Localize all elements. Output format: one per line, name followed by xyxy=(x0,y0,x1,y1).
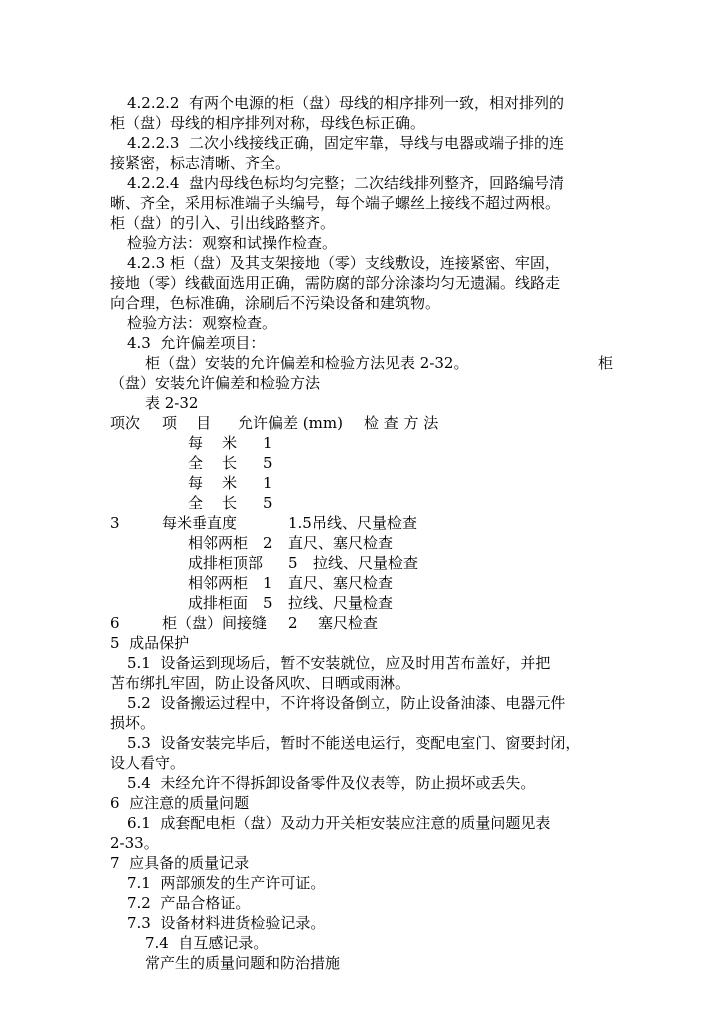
paragraph-5-1-line-2: 苫布绑扎牢固，防止设备风吹、日晒或雨淋。 xyxy=(110,674,411,692)
paragraph-4-2-2-3-line-2: 接紧密，标志清晰、齐全。 xyxy=(110,154,291,172)
row-tolerance: 1.5 xyxy=(288,514,312,532)
paragraph-5-3-line-2: 设人看守。 xyxy=(110,754,186,772)
row-method: 直尺、塞尺检查 xyxy=(288,574,394,592)
paragraph-4-2-3-line-3: 向合理，色标准确，涂刷后不污染设备和建筑物。 xyxy=(110,294,441,312)
header-method: 检 查 方 法 xyxy=(364,414,439,432)
section-7-heading: 7 应具备的质量记录 xyxy=(110,854,250,872)
inspection-method-1: 检验方法：观察和试操作检查。 xyxy=(127,234,338,252)
paragraph-4-2-2-2-line-1: 4.2.2.2 有两个电源的柜（盘）母线的相序排列一致，相对排列的 xyxy=(127,94,565,112)
paragraph-5-3-line-1: 5.3 设备安装完毕后，暂时不能送电运行，变配电室门、窗要封闭， xyxy=(127,734,581,752)
paragraph-4-2-2-4-line-3: 柜（盘）的引入、引出线路整齐。 xyxy=(110,214,336,232)
item-7-4: 7.4 自互感记录。 xyxy=(145,934,269,952)
paragraph-5-2-line-2: 损坏。 xyxy=(110,714,156,732)
paragraph-4-2-2-3-line-1: 4.2.2.3 二次小线接线正确，固定牢靠，导线与电器或端子排的连 xyxy=(127,134,565,152)
section-6-heading: 6 应注意的质量问题 xyxy=(110,794,250,812)
paragraph-4-2-2-4-line-2: 晰、齐全，采用标准端子头编号，每个端子螺丝上接线不超过两根。 xyxy=(110,194,561,212)
row-item: 相邻两柜 xyxy=(188,574,249,592)
row-item: 全 长 xyxy=(188,494,238,512)
row-tolerance: 1 xyxy=(263,574,273,592)
row-tolerance: 5 xyxy=(288,554,298,572)
row-number: 3 xyxy=(110,514,120,532)
row-tolerance: 5 xyxy=(263,494,273,512)
inspection-method-2: 检验方法：观察检查。 xyxy=(127,314,278,332)
row-method: 吊线、尺量检查 xyxy=(312,514,418,532)
row-number: 6 xyxy=(110,614,120,632)
section-4-3-heading: 4.3 允许偏差项目： xyxy=(127,334,266,352)
row-method: 拉线、尺量检查 xyxy=(313,554,419,572)
paragraph-4-2-2-2-line-2: 柜（盘）母线的相序排列对称，母线色标正确。 xyxy=(110,114,426,132)
paragraph-4-2-2-4-line-1: 4.2.2.4 盘内母线色标均匀完整；二次结线排列整齐，回路编号清 xyxy=(127,174,565,192)
row-item: 每 米 xyxy=(188,474,238,492)
row-item: 成排柜面 xyxy=(188,594,249,612)
row-item: 全 长 xyxy=(188,454,238,472)
row-tolerance: 2 xyxy=(288,614,298,632)
row-tolerance: 5 xyxy=(263,454,273,472)
paragraph-5-2-line-1: 5.2 设备搬运过程中，不许将设备倒立，防止设备油漆、电器元件 xyxy=(127,694,566,712)
paragraph-6-1-line-1: 6.1 成套配电柜（盘）及动力开关柜安装应注意的质量问题见表 xyxy=(127,814,551,832)
header-item: 项 目 xyxy=(162,414,212,432)
paragraph-4-2-3-line-1: 4.2.3 柜（盘）及其支架接地（零）支线敷设，连接紧密、牢固， xyxy=(127,254,560,272)
table-number: 表 2-32 xyxy=(145,394,199,412)
row-item: 每米垂直度 xyxy=(162,514,238,532)
paragraph-5-4: 5.4 未经允许不得拆卸设备零件及仪表等，防止损坏或丢失。 xyxy=(127,774,536,792)
item-7-1: 7.1 两部颁发的生产许可证。 xyxy=(127,874,326,892)
header-tolerance: 允许偏差 (mm) xyxy=(238,414,343,432)
row-method: 拉线、尺量检查 xyxy=(288,594,394,612)
section-4-3-text: 柜（盘）安装的允许偏差和检验方法见表 2-32。 xyxy=(145,354,469,372)
row-tolerance: 1 xyxy=(263,474,273,492)
item-7-2: 7.2 产品合格证。 xyxy=(127,894,251,912)
section-4-3-tail: 柜 xyxy=(598,354,614,372)
closing-title: 常产生的质量问题和防治措施 xyxy=(145,954,341,972)
item-7-3: 7.3 设备材料进货检验记录。 xyxy=(127,914,326,932)
row-item: 相邻两柜 xyxy=(188,534,249,552)
row-method: 塞尺检查 xyxy=(318,614,379,632)
table-caption: （盘）安装允许偏差和检验方法 xyxy=(110,374,321,392)
row-method: 直尺、塞尺检查 xyxy=(288,534,394,552)
row-tolerance: 1 xyxy=(263,434,273,452)
header-item-number: 项次 xyxy=(110,414,141,432)
row-item: 柜（盘）间接缝 xyxy=(162,614,268,632)
section-5-heading: 5 成品保护 xyxy=(110,634,190,652)
paragraph-6-1-line-2: 2-33。 xyxy=(110,834,159,852)
row-item: 每 米 xyxy=(188,434,238,452)
row-item: 成排柜顶部 xyxy=(188,554,264,572)
row-tolerance: 5 xyxy=(263,594,273,612)
paragraph-5-1-line-1: 5.1 设备运到现场后，暂不安装就位，应及时用苫布盖好，并把 xyxy=(127,654,551,672)
row-tolerance: 2 xyxy=(263,534,273,552)
paragraph-4-2-3-line-2: 接地（零）线截面选用正确，需防腐的部分涂漆均匀无遗漏。线路走 xyxy=(110,274,561,292)
